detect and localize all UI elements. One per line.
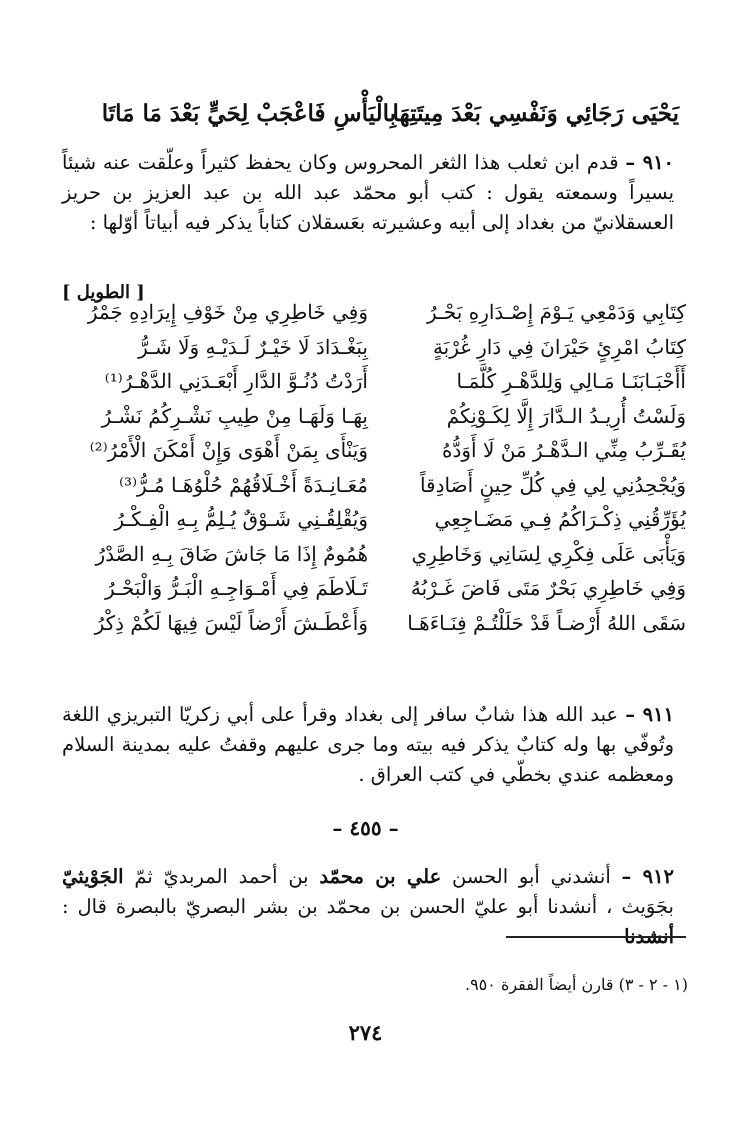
verse-row [58,473,686,508]
verse-second-hemistich: وَأَعْطَـشَ أَرْضاً لَيْسَ فِيهَا لَكُمْ ذِكْرُ [94,610,368,635]
entry-911 [62,700,674,790]
verse-row [58,542,686,577]
poem-verses [58,300,686,645]
entry-911-text: عبد الله هذا شابٌ سافر إلى بغداد وقرأ على أبي زكريّا التبريزي اللغة وتُوفّي بها وله كتابٌ يذكر فيه بيته وما جرى عليهم وقفتُ عليه بمدينة السلام ومعظمه عندي بخطّي في كتب العراق . [62,703,674,786]
top-verse-left-hemistich: بِالْيَأْسِ فَاعْجَبْ لِحَيٍّ بَعْدَ مَا مَاتَا [101,100,396,127]
verse-first-hemistich: وَلَسْتُ أُرِيـدُ الـدَّارَ إِلَّا لِكَـوْنِكُمْ [446,403,686,428]
verse-first-hemistich: كِتَابِي وَدَمْعِي يَـوْمَ إِصْـدَارِهِ بَحْـرُ [426,300,686,324]
verse-row [58,404,686,439]
top-verse-right-hemistich: يَحْيَى رَجَائِي وَنَفْسِي بَعْدَ مِيتَتِهَا [392,100,679,127]
page-number: ٢٧٤ [348,1020,383,1045]
verse-first-hemistich: أَأَحْبَـابَنَـا مَـالِي وَلِلدَّهْـرِ كُلَّمَـا [456,369,686,393]
entry-912-tail: أنشدنا [624,925,674,948]
verse-row [58,611,686,646]
verse-second-hemistich: مُعَـانِـدَةً أَخْـلَاقُهُمْ حُلْوُهَـا مُـرُّ⁽³⁾ [119,472,368,497]
verse-row [58,300,686,335]
verse-first-hemistich: وَيَأْبَى عَلَى فِكْرِي لِسَانِي وَخَاطِرِي [411,541,686,566]
verse-second-hemistich: أَرَدْتُ دُنُـوَّ الدَّارِ أَبْعَـدَنِي الدَّهْـرُ⁽¹⁾ [104,369,368,393]
verse-second-hemistich: وَيُقْلِقُـنِي شَـوْقٌ يُـلِمُّ بِـهِ الْفِـكْـرُ [114,507,368,531]
verse-first-hemistich: يُقَـرِّبُ مِنِّي الـدَّهْـرُ مَنْ لَا أَوَدُّهُ [441,438,686,462]
verse-row [58,335,686,370]
entry-910-text: قدم ابن ثعلب هذا الثغر المحروس وكان يحفظ كثيراً وعلّقت عنه شيئاً يسيراً وسمعته يقول : كتب أبو محمّد عبد الله بن عبد العزيز بن حريز العسقلانيّ من بغداد إلى أبيه وعشيرته بعَسقلان كتاباً يذكر فيه أبياتاً أوّلها : [62,151,674,234]
footnote: (١ - ٢ - ٣) قارن أيضاً الفقرة ٩٥٠. [464,975,688,994]
verse-second-hemistich: وَفِي خَاطِرِي مِنْ خَوْفِ إِيرَادِهِ جَمْرُ [87,300,368,324]
verse-second-hemistich: بِبَغْـدَادَ لَا خَيْـرٌ لَـدَيْـهِ وَلَا شَـرُّ [138,334,368,359]
entry-912-text-after: بجَوَيث ، أنشدنا أبو عليّ الحسن بن محمّد بن بشر البصريّ بالبصرة قال : [62,895,674,918]
entry-910-number: ٩١٠ – [625,151,675,174]
verse-row [58,438,686,473]
verse-row [58,369,686,404]
entry-912-name-2: الجَوْيثيّ [62,865,124,888]
entry-912-number: ٩١٢ – [621,865,675,888]
manuscript-page-marker: – ٤٥٥ – [332,816,399,840]
verse-first-hemistich: يُؤَرِّقُنِي ذِكْـرَاكُمُ فِـي مَضَـاجِعِي [434,507,686,531]
verse-second-hemistich: وَيَنْأَى بِمَنْ أَهْوَى وَإِنْ أَمْكَنَ الْأَمْرُ⁽²⁾ [89,438,368,462]
verse-row [58,576,686,611]
footnote-divider [506,936,686,938]
verse-second-hemistich: هُمُومٌ إِذَا مَا جَاشَ ضَاقَ بِـهِ الصَّدْرُ [95,541,368,566]
verse-first-hemistich: وَيُجْحِدُنِي لِي فِي كُلِّ حِينٍ أَصَادِقاً [419,472,686,497]
entry-910 [62,148,674,238]
verse-first-hemistich: وَفِي خَاطِرِي بَحْرٌ مَتَى فَاضَ غَـرْبُهُ [410,576,686,600]
verse-first-hemistich: كِتَابُ امْرِئٍ حَيْرَانَ فِي دَارِ غُرْبَةٍ [432,334,686,359]
entry-912-text-mid: بن أحمد المربديّ ثمّ [134,865,309,888]
verse-second-hemistich: تَـلَاطَمَ فِي أَمْـوَاجِـهِ الْبَـرُّ وَالْبَحْـرُ [105,576,368,600]
entry-912-name: علي بن محمّد [319,865,442,888]
entry-912 [62,862,674,952]
verse-second-hemistich: بِهَـا وَلَهَـا مِنْ طِيبِ نَشْـرِكُمُ نَشْـرُ [101,403,368,428]
entry-912-text-before: أنشدني أبو الحسن [451,865,611,888]
verse-first-hemistich: سَقَى اللهُ أَرْضـاً قَدْ حَلَلْتُـمْ فِنَـاءَهَـا [407,610,686,635]
meter-label: [ الطويل ] [62,282,145,303]
entry-911-number: ٩١١ – [625,703,675,726]
verse-row [58,507,686,542]
